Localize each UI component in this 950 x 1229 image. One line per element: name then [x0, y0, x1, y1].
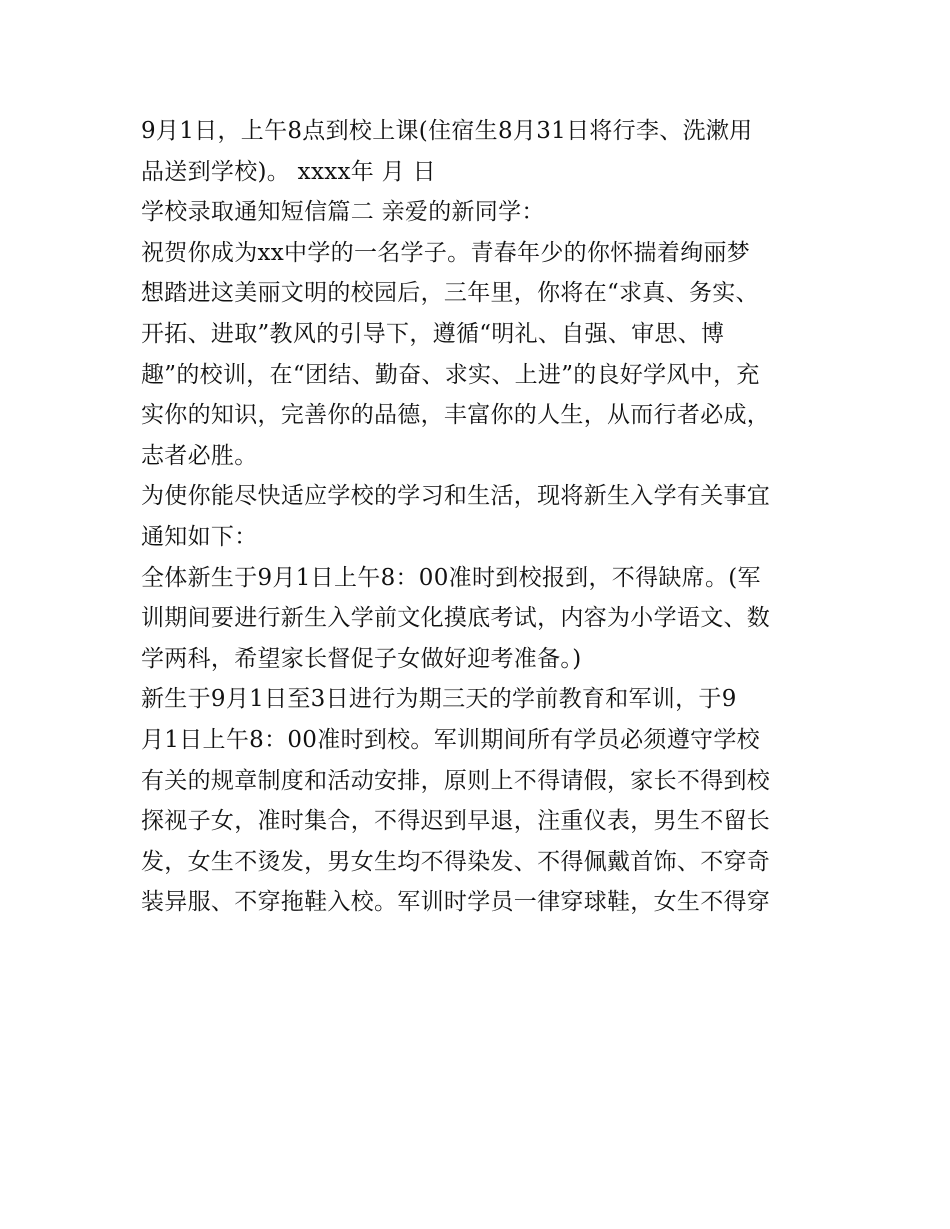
- section-heading: 学校录取通知短信篇二 亲爱的新同学：: [141, 199, 545, 226]
- text-line: 开拓、进取”教风的引导下，遵循“明礼、自强、审思、博: [141, 320, 725, 347]
- text-line: 祝贺你成为xx中学的一名学子。青春年少的你怀揣着绚丽梦: [141, 239, 751, 266]
- text-line: 志者必胜。: [141, 442, 258, 469]
- text-line: 9月1日，上午8点到校上课(住宿生8月31日将行李、洗漱用: [141, 118, 753, 144]
- text-line: 月1日上午8：00准时到校。军训期间所有学员必须遵守学校: [141, 726, 760, 753]
- text-line: 学两科，希望家长督促子女做好迎考准备。): [141, 645, 582, 672]
- text-line: 趣”的校训，在“团结、勤奋、求实、上进”的良好学风中，充: [141, 361, 760, 388]
- text-line: 为使你能尽快适应学校的学习和生活，现将新生入学有关事宜: [141, 483, 771, 510]
- text-line: 新生于9月1日至3日进行为期三天的学前教育和军训，于9: [141, 686, 737, 713]
- text-line: 想踏进这美丽文明的校园后，三年里，你将在“求真、务实、: [141, 280, 759, 307]
- text-line: 探视子女，准时集合，不得迟到早退，注重仪表，男生不留长: [141, 808, 771, 835]
- text-line: 训期间要进行新生入学前文化摸底考试，内容为小学语文、数: [141, 605, 771, 632]
- text-line: 实你的知识，完善你的品德，丰富你的人生，从而行者必成，: [141, 402, 771, 429]
- text-line: 发，女生不烫发，男女生均不得染发、不得佩戴首饰、不穿奇: [141, 848, 771, 875]
- text-line: 品送到学校)。 xxxx年 月 日: [141, 158, 436, 185]
- text-line: 全体新生于9月1日上午8：00准时到校报到，不得缺席。(军: [141, 564, 761, 591]
- document-body: [141, 111, 821, 923]
- text-line: 通知如下：: [141, 523, 258, 550]
- text-line: 装异服、不穿拖鞋入校。军训时学员一律穿球鞋，女生不得穿: [141, 889, 771, 916]
- text-line: 有关的规章制度和活动安排，原则上不得请假，家长不得到校: [141, 767, 771, 794]
